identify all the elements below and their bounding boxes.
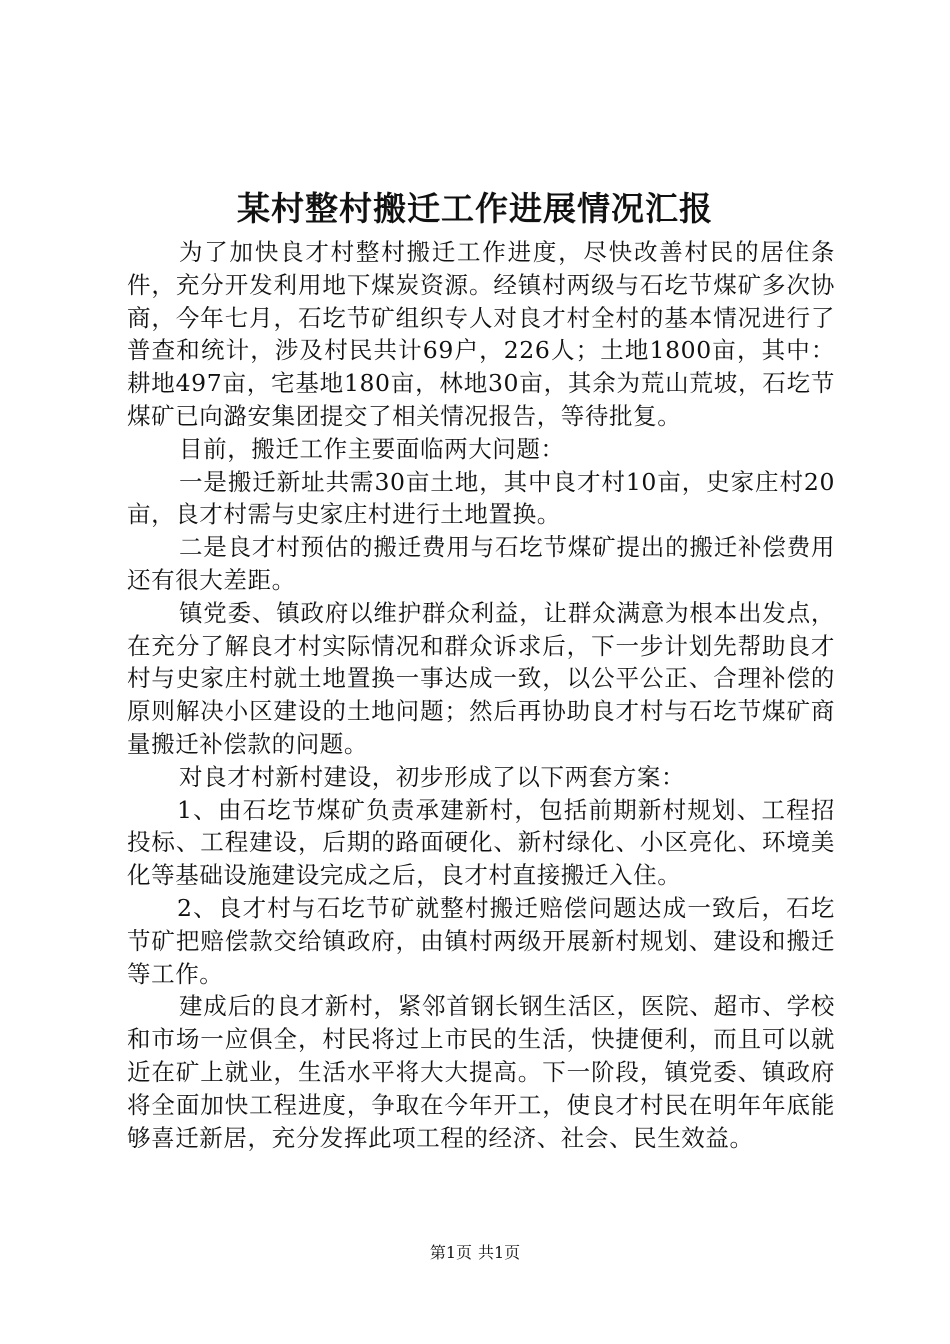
paragraph-outlook: 建成后的良才新村，紧邻首钢长钢生活区，医院、超市、学校和市场一应俱全，村民将过上市民的生活，快捷便利，而且可以就近在矿上就业，生活水平将大大提高。下一阶段，镇党委、镇政府将全面加快工程进度，争取在今年开工，使良才村民在明年年底能够喜迁新居，充分发挥此项工程的经济、社会、民生效益。 (127, 992, 835, 1152)
paragraph-intro: 为了加快良才村整村搬迁工作进度，尽快改善村民的居住条件，充分开发利用地下煤炭资源。经镇村两级与石圪节煤矿多次协商，今年七月，石圪节矿组织专人对良才村全村的基本情况进行了普查和统计，涉及村民共计69户，226人；土地1800亩，其中：耕地497亩，宅基地180亩，林地30亩，其余为荒山荒坡，石圪节煤矿已向潞安集团提交了相关情况报告，等待批复。 (127, 238, 835, 430)
paragraph-problem-one: 一是搬迁新址共需30亩土地，其中良才村10亩，史家庄村20亩，良才村需与史家庄村进行土地置换。 (127, 467, 835, 529)
paragraph-option-two: 2、良才村与石圪节矿就整村搬迁赔偿问题达成一致后，石圪节矿把赔偿款交给镇政府，由镇村两级开展新村规划、建设和搬迁等工作。 (127, 893, 835, 988)
page-number-current: 第1页 (429, 1243, 472, 1262)
page-number-total: 共1页 (478, 1243, 521, 1262)
paragraph-options-heading: 对良才村新村建设，初步形成了以下两套方案： (179, 762, 686, 791)
paragraph-government-plan: 镇党委、镇政府以维护群众利益，让群众满意为根本出发点，在充分了解良才村实际情况和群众诉求后，下一步计划先帮助良才村与史家庄村就土地置换一事达成一致，以公平公正、合理补偿的原则解决小区建设的土地问题；然后再协助良才村与石圪节煤矿商量搬迁补偿款的问题。 (127, 598, 835, 758)
document-body (127, 236, 835, 1154)
document-title: 某村整村搬迁工作进展情况汇报 (237, 189, 713, 228)
paragraph-option-one: 1、由石圪节煤矿负责承建新村，包括前期新村规划、工程招投标、工程建设，后期的路面硬化、新村绿化、小区亮化、环境美化等基础设施建设完成之后，良才村直接搬迁入住。 (127, 795, 835, 890)
paragraph-problem-two: 二是良才村预估的搬迁费用与石圪节煤矿提出的搬迁补偿费用还有很大差距。 (127, 533, 835, 594)
page-footer (0, 1242, 950, 1264)
paragraph-problems-heading: 目前，搬迁工作主要面临两大问题： (179, 434, 565, 463)
